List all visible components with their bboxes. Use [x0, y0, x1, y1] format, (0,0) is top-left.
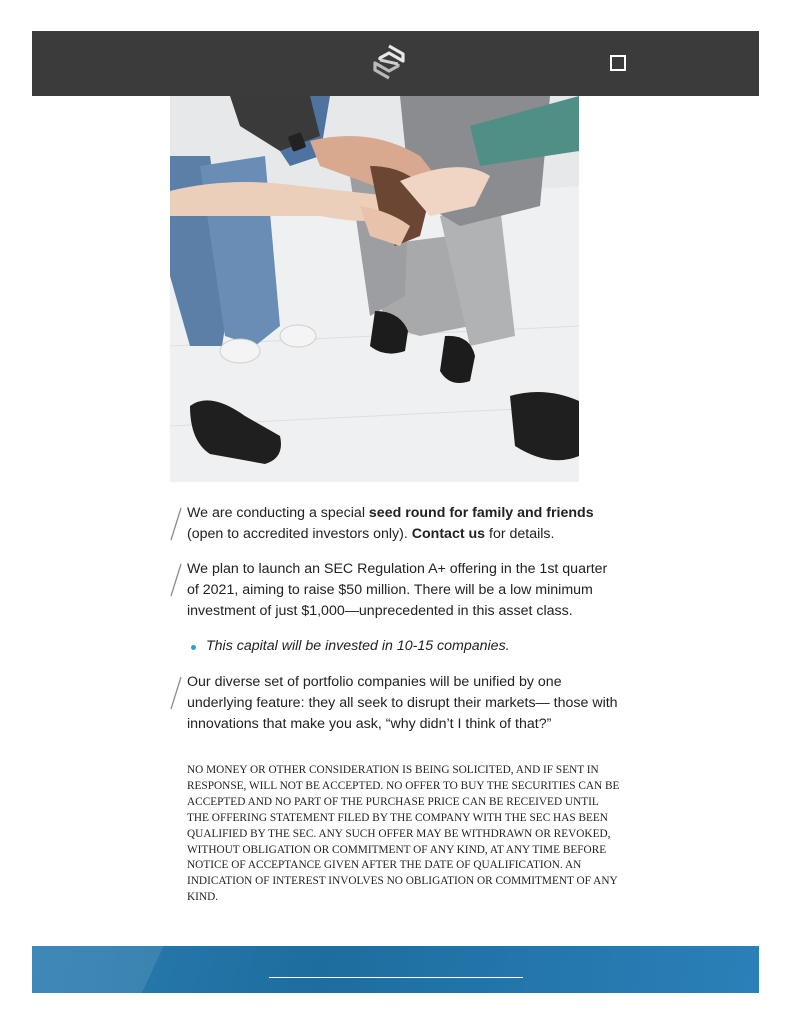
regulation-paragraph	[170, 559, 620, 622]
portfolio-paragraph	[170, 672, 620, 735]
site-header	[32, 31, 759, 96]
bullet-list	[170, 636, 620, 657]
menu-toggle-button[interactable]	[610, 55, 626, 71]
legal-disclaimer: NO MONEY OR OTHER CONSIDERATION IS BEING SOLICITED, AND IF SENT IN RESPONSE, WILL NOT BE ACCEPTED. NO OFFER TO BUY THE SECURITIES CAN BE ACCEPTED AND NO PART OF THE PURCHASE PRICE CAN BE RECEIVED UNTIL THE OFFERING STATEMENT FILED BY THE COMPANY WITH THE SEC HAS BEEN QUALIFIED BY THE SEC. ANY SUCH OFFER MAY BE WITHDRAWN OR REVOKED, WITHOUT OBLIGATION OR COMMITMENT OF ANY KIND, AT ANY TIME BEFORE NOTICE OF ACCEPTANCE GIVEN AFTER THE DATE OF QUALIFICATION. AN INDICATION OF INTEREST INVOLVES NO OBLIGATION OR COMMITMENT OF ANY KIND.	[187, 764, 620, 904]
footer-sheen	[32, 946, 178, 993]
slash-divider-icon	[170, 563, 182, 597]
main-content	[170, 503, 620, 906]
intro-text-1: We are conducting a special	[187, 505, 369, 521]
regulation-text: We plan to launch an SEC Regulation A+ offering in the 1st quarter of 2021, aiming to raise $50 million. There will be a low minimum investment of just $1,000—unprecedented in this asset class.	[187, 561, 608, 619]
intro-paragraph	[170, 503, 620, 545]
intro-text-2: (open to accredited investors only).	[187, 526, 412, 542]
contact-us-link[interactable]: Contact us	[411, 526, 486, 542]
intro-text-3: for details.	[485, 526, 555, 542]
portfolio-text: Our diverse set of portfolio companies will be unified by one underlying feature: they all seek to disrupt their markets— those with innovations that make you ask, “why didn’t I think of that?”	[187, 674, 618, 732]
footer-band	[32, 946, 759, 993]
seed-round-highlight: seed round for family and friends	[368, 505, 594, 521]
footer-divider-line	[269, 977, 523, 978]
slash-divider-icon	[170, 507, 182, 541]
stylized-s-logo-icon[interactable]	[372, 44, 406, 80]
hero-image	[170, 96, 579, 482]
slash-divider-icon	[170, 676, 182, 710]
list-item: This capital will be invested in 10-15 companies.	[206, 636, 620, 657]
